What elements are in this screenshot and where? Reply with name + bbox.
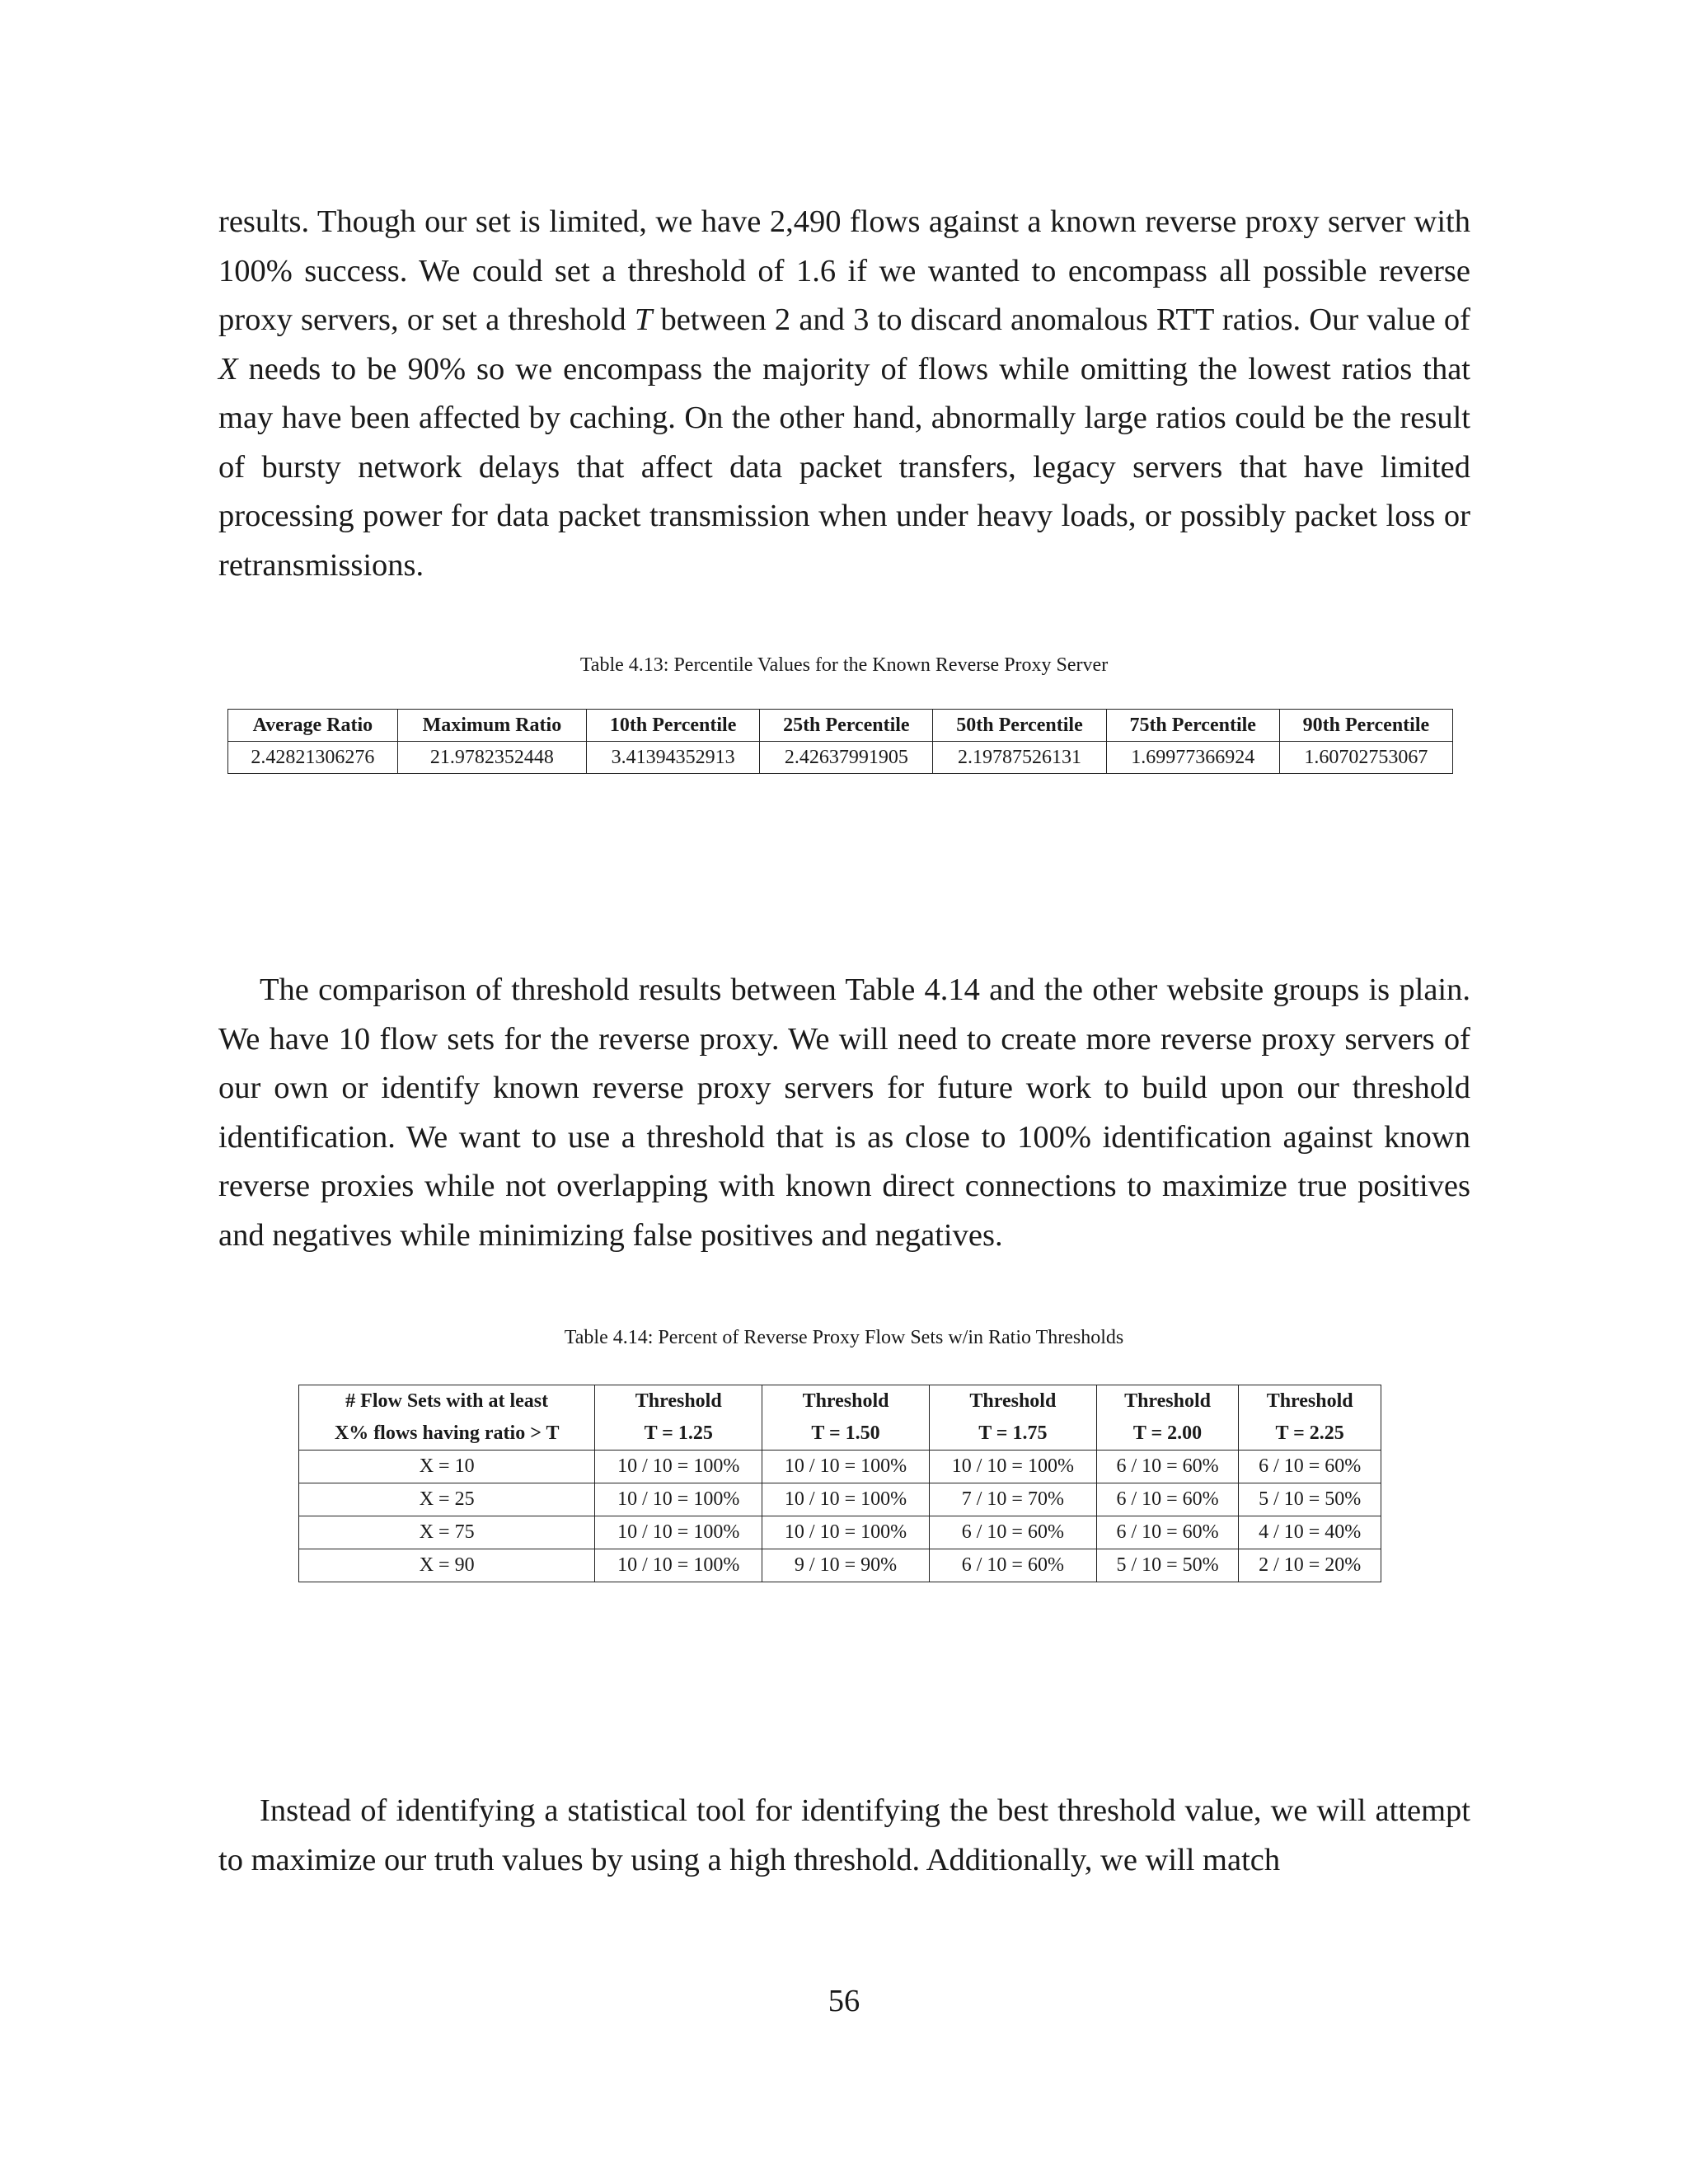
table-4-14	[298, 1385, 1381, 1582]
header-flow-sets-line2: X% flows having ratio > T	[299, 1418, 595, 1451]
table-row	[299, 1549, 1381, 1582]
cell-average-ratio: 2.42821306276	[228, 742, 398, 774]
header-10th-percentile: 10th Percentile	[587, 710, 760, 742]
cell-t200: 6 / 10 = 60%	[1096, 1451, 1239, 1483]
table-header-row	[228, 710, 1453, 742]
cell-t125: 10 / 10 = 100%	[595, 1549, 762, 1582]
header-75th-percentile: 75th Percentile	[1106, 710, 1279, 742]
header-threshold-t175: T = 1.75	[929, 1418, 1096, 1451]
cell-t125: 10 / 10 = 100%	[595, 1516, 762, 1549]
cell-75th-percentile: 1.69977366924	[1106, 742, 1279, 774]
cell-t125: 10 / 10 = 100%	[595, 1483, 762, 1516]
cell-t150: 10 / 10 = 100%	[762, 1516, 930, 1549]
page-number: 56	[828, 1984, 860, 2018]
cell-t175: 6 / 10 = 60%	[929, 1549, 1096, 1582]
header-50th-percentile: 50th Percentile	[933, 710, 1106, 742]
table-header-row	[299, 1385, 1381, 1418]
table-4-14-caption: Table 4.14: Percent of Reverse Proxy Flow Sets w/in Ratio Thresholds	[564, 1327, 1124, 1348]
table-row	[299, 1516, 1381, 1549]
header-25th-percentile: 25th Percentile	[760, 710, 933, 742]
cell-t125: 10 / 10 = 100%	[595, 1451, 762, 1483]
cell-90th-percentile: 1.60702753067	[1279, 742, 1452, 774]
cell-maximum-ratio: 21.9782352448	[397, 742, 586, 774]
cell-25th-percentile: 2.42637991905	[760, 742, 933, 774]
header-90th-percentile: 90th Percentile	[1279, 710, 1452, 742]
cell-t225: 4 / 10 = 40%	[1239, 1516, 1381, 1549]
cell-t200: 5 / 10 = 50%	[1096, 1549, 1239, 1582]
cell-t150: 10 / 10 = 100%	[762, 1451, 930, 1483]
header-maximum-ratio: Maximum Ratio	[397, 710, 586, 742]
header-threshold-line1: Threshold	[762, 1385, 930, 1418]
cell-x-value: X = 90	[299, 1549, 595, 1582]
cell-t225: 5 / 10 = 50%	[1239, 1483, 1381, 1516]
header-threshold-t125: T = 1.25	[595, 1418, 762, 1451]
paragraph-text: between 2 and 3 to discard anomalous RTT ratios. Our value of	[652, 302, 1470, 337]
table-4-13-caption: Table 4.13: Percentile Values for the Known Reverse Proxy Server	[579, 654, 1109, 676]
cell-t200: 6 / 10 = 60%	[1096, 1516, 1239, 1549]
header-threshold-t150: T = 1.50	[762, 1418, 930, 1451]
table-header-row	[299, 1418, 1381, 1451]
cell-t150: 9 / 10 = 90%	[762, 1549, 930, 1582]
paragraph-text: results. Though our set is limited, we have 2,490 flows against a known reverse proxy server with 100% success. We could set a threshold of 1.6 if we wanted to encompass all possible reverse proxy servers, or set a threshold	[218, 204, 1470, 337]
cell-t225: 6 / 10 = 60%	[1239, 1451, 1381, 1483]
table-4-13	[227, 709, 1453, 774]
cell-t175: 10 / 10 = 100%	[929, 1451, 1096, 1483]
header-average-ratio: Average Ratio	[228, 710, 398, 742]
variable-t: T	[634, 302, 653, 337]
paragraph-truth-values: Instead of identifying a statistical tool for identifying the best threshold value, we will attempt to maximize our truth values by using a high threshold. Additionally, we will match	[218, 1793, 1470, 1877]
cell-t175: 6 / 10 = 60%	[929, 1516, 1096, 1549]
paragraph-text: needs to be 90% so we encompass the majority of flows while omitting the lowest ratios that may have been affected by caching. On the other hand, abnormally large ratios could be the result of bursty network delays that affect data packet transfers, legacy servers that have limited processing power for data packet transmission when under heavy loads, or possibly packet loss or retransmissions.	[218, 351, 1470, 583]
header-flow-sets-line1: # Flow Sets with at least	[299, 1385, 595, 1418]
cell-x-value: X = 25	[299, 1483, 595, 1516]
header-threshold-line1: Threshold	[1096, 1385, 1239, 1418]
header-threshold-t200: T = 2.00	[1096, 1418, 1239, 1451]
cell-50th-percentile: 2.19787526131	[933, 742, 1106, 774]
table-row	[299, 1451, 1381, 1483]
header-threshold-line1: Threshold	[595, 1385, 762, 1418]
variable-x: X	[218, 351, 238, 387]
cell-x-value: X = 10	[299, 1451, 595, 1483]
header-threshold-t225: T = 2.25	[1239, 1418, 1381, 1451]
header-threshold-line1: Threshold	[1239, 1385, 1381, 1418]
cell-t175: 7 / 10 = 70%	[929, 1483, 1096, 1516]
paragraph-threshold-discussion	[218, 198, 1470, 590]
header-threshold-line1: Threshold	[929, 1385, 1096, 1418]
table-row	[228, 742, 1453, 774]
cell-10th-percentile: 3.41394352913	[587, 742, 760, 774]
cell-t200: 6 / 10 = 60%	[1096, 1483, 1239, 1516]
cell-t150: 10 / 10 = 100%	[762, 1483, 930, 1516]
paragraph-threshold-comparison: The comparison of threshold results between Table 4.14 and the other website groups is plain. We have 10 flow sets for the reverse proxy. We will need to create more reverse proxy servers of our own or identify known reverse proxy servers for future work to build upon our threshold identification. We want to use a threshold that is as close to 100% identification against known reverse proxies while not overlapping with known direct connections to maximize true positives and negatives while minimizing false positives and negatives.	[218, 972, 1470, 1253]
cell-t225: 2 / 10 = 20%	[1239, 1549, 1381, 1582]
cell-x-value: X = 75	[299, 1516, 595, 1549]
table-row	[299, 1483, 1381, 1516]
